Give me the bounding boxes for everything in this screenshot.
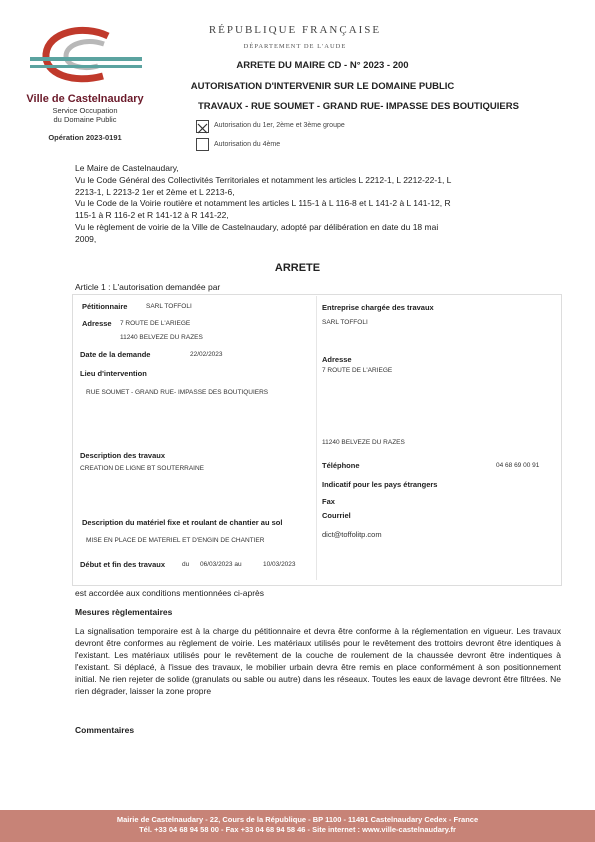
- service-name: [20, 107, 150, 124]
- indicatif-label: Indicatif pour les pays étrangers: [322, 480, 438, 489]
- courriel-label: Courriel: [322, 511, 351, 520]
- adresse-entreprise-label: Adresse: [322, 355, 352, 364]
- preamble-line: Vu le Code de la Voirie routière et notamment les articles L 115-1 à L 116-8 et L 141-2 à L 141-12, R: [75, 198, 451, 209]
- ville-name: Ville de Castelnaudary: [26, 93, 144, 105]
- preamble-line: 2009,: [75, 233, 97, 244]
- lieu-intervention-value: RUE SOUMET - GRAND RUE- IMPASSE DES BOUTIQUIERS: [86, 389, 269, 396]
- materiel-label: Description du matériel fixe et roulant de chantier au sol: [82, 518, 283, 527]
- check-mark-icon: [197, 123, 208, 134]
- entreprise-label: Entreprise chargée des travaux: [322, 303, 434, 312]
- materiel-value: MISE EN PLACE DE MATERIEL ET D'ENGIN DE CHANTIER: [86, 537, 265, 544]
- form-divider: [316, 296, 317, 580]
- courriel-value: dict@toffolitp.com: [322, 530, 382, 539]
- checkbox-label-groupe-1-3: Autorisation du 1er, 2ème et 3ème groupe: [214, 122, 345, 129]
- telephone-label: Téléphone: [322, 461, 360, 470]
- checkbox-label-groupe-4: Autorisation du 4ème: [214, 141, 281, 148]
- preamble: [75, 163, 555, 246]
- preamble-line: Le Maire de Castelnaudary,: [75, 163, 179, 173]
- description-travaux-value: CREATION DE LIGNE BT SOUTERRAINE: [80, 465, 205, 472]
- arrete-number: ARRETE DU MAIRE CD - N° 2023 - 200: [236, 60, 409, 71]
- arrete-heading: ARRETE: [274, 262, 321, 274]
- adresse-entreprise-value: 7 ROUTE DE L'ARIEGE: [322, 367, 393, 374]
- service-line-1: Service Occupation: [52, 106, 118, 115]
- debut-fin-label: Début et fin des travaux: [80, 560, 166, 569]
- telephone-value: 04 68 69 00 91: [496, 462, 540, 469]
- preamble-line: 115-1 à R 116-2 et R 141-12 à R 141-22,: [75, 210, 229, 221]
- fax-label: Fax: [322, 497, 335, 506]
- castelnaudary-logo: [28, 24, 146, 92]
- conditions-text: est accordée aux conditions mentionnées ci-après: [75, 588, 264, 598]
- operation-number: Opération 2023-0191: [48, 133, 122, 142]
- departement: DÉPARTEMENT DE L'AUDE: [243, 43, 347, 50]
- fin-value: 10/03/2023: [263, 561, 296, 568]
- adresse-line-1: 7 ROUTE DE L'ARIEGE: [120, 320, 191, 327]
- debut-value: 06/03/2023 au: [200, 561, 242, 568]
- checkbox-groupe-1-3[interactable]: [196, 120, 209, 133]
- entreprise-value: SARL TOFFOLI: [322, 319, 368, 326]
- petitionnaire-label: Pétitionnaire: [82, 302, 128, 311]
- debut-du: du: [182, 561, 190, 568]
- description-travaux-label: Description des travaux: [80, 451, 166, 460]
- adresse-line-2: 11240 BELVEZE DU RAZES: [120, 334, 203, 341]
- mesures-heading: Mesures règlementaires: [75, 607, 173, 617]
- preamble-line: 2213-1, L 2213-2 1er et 2ème et L 2213-6,: [75, 186, 235, 197]
- autorisation-title: AUTORISATION D'INTERVENIR SUR LE DOMAINE PUBLIC: [190, 81, 455, 92]
- lieu-intervention-label: Lieu d'intervention: [80, 369, 147, 378]
- cp-ville: 11240 BELVEZE DU RAZES: [322, 439, 405, 446]
- mesures-text: La signalisation temporaire est à la charge du pétitionnaire et devra être conforme à la réglementation en vigueur. Les travaux devront être conformes au règlement de voirie. Les matériaux utilisés pour le revêtement des trottoirs devront être identiques à l'existant. Les matériaux utilisés pour le revêtement de la couche de roulement de la chaussée devront être indentiques à l'existant. Si déplacé, à l'issue des travaux, le mobilier urbain devra être remis en place conformément à son positionnement initial. Ne rien rejeter de solide (granulats ou sable ou autre) dans les réseaux. Toutes les eaux de lavage devront être filtrées. Ne rien dégrader, laisser la zone propre: [75, 626, 561, 696]
- footer-contact: Tél. +33 04 68 94 58 00 - Fax +33 04 68 94 58 46 - Site internet : www.ville-castelnaudary.fr: [139, 825, 456, 834]
- preamble-line: Vu le règlement de voirie de la Ville de Castelnaudary, adopté par délibération en date du 18 mai: [75, 221, 439, 232]
- service-line-2: du Domaine Public: [53, 114, 117, 124]
- preamble-line: Vu le Code Général des Collectivités Territoriales et notamment les articles L 2212-1, L 2212-22-1, L: [75, 174, 452, 185]
- date-demande-label: Date de la demande: [80, 350, 151, 359]
- footer-address: Mairie de Castelnaudary - 22, Cours de la République - BP 1100 - 11491 Castelnaudary Cedex - France: [116, 815, 479, 824]
- commentaires-heading: Commentaires: [75, 725, 135, 735]
- article-1: Article 1 : L'autorisation demandée par: [75, 282, 221, 292]
- petitionnaire-value: SARL TOFFOLI: [146, 303, 192, 310]
- adresse-label: Adresse: [82, 319, 112, 328]
- travaux-title: TRAVAUX - RUE SOUMET - GRAND RUE- IMPASSE DES BOUTIQUIERS: [198, 101, 519, 112]
- republique-francaise: RÉPUBLIQUE FRANÇAISE: [208, 24, 382, 36]
- checkbox-groupe-4[interactable]: [196, 138, 209, 151]
- date-demande-value: 22/02/2023: [190, 351, 223, 358]
